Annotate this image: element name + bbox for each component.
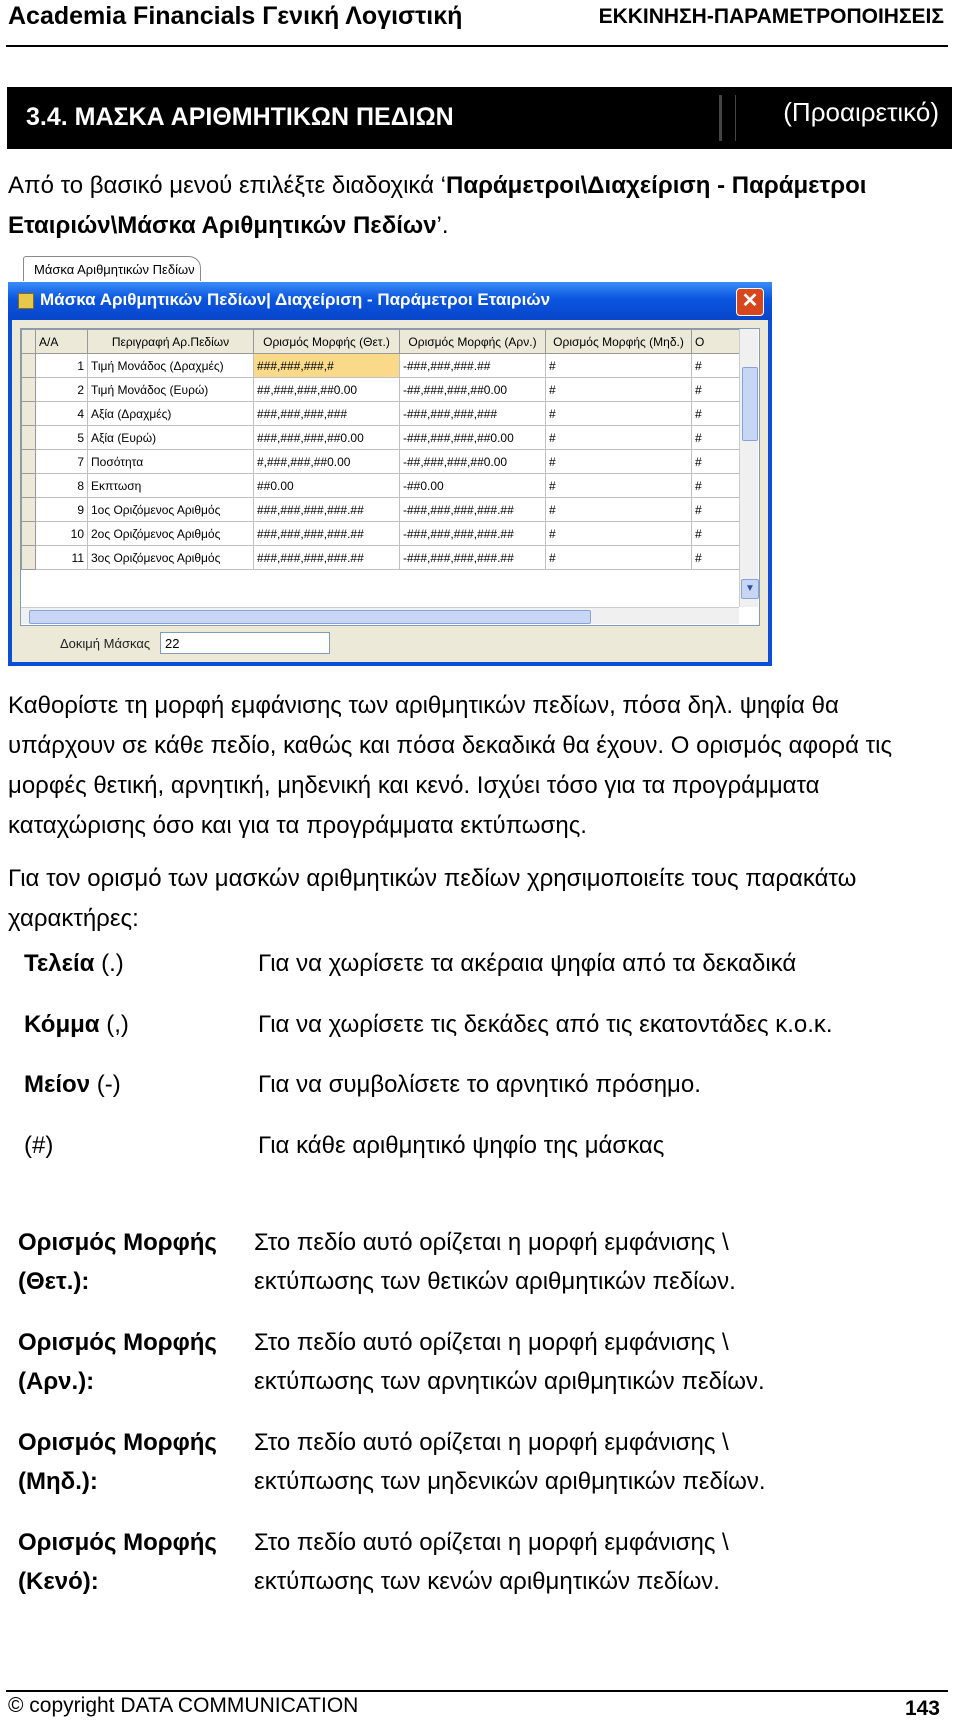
cell-zero-format[interactable]: #	[546, 546, 692, 570]
cell-desc[interactable]: 2ος Οριζόμενος Αριθμός	[88, 522, 254, 546]
header-rule	[6, 45, 948, 47]
cell-empty-format[interactable]: #	[692, 450, 752, 474]
cell-desc[interactable]: 1ος Οριζόμενος Αριθμός	[88, 498, 254, 522]
close-button[interactable]: ✕	[736, 288, 764, 316]
intro-text-after: ’.	[436, 212, 449, 239]
field-description-line: Στο πεδίο αυτό ορίζεται η μορφή εμφάνισης \	[254, 1429, 729, 1456]
cell-empty-format[interactable]: #	[692, 354, 752, 378]
intro-paragraph	[8, 166, 938, 246]
cell-aa[interactable]: 9	[36, 498, 88, 522]
cell-zero-format[interactable]: #	[546, 450, 692, 474]
field-description-line: εκτύπωσης των αρνητικών αριθμητικών πεδίων.	[254, 1368, 765, 1395]
cell-neg-format[interactable]: -###,###,###,###.##	[400, 498, 546, 522]
cell-aa[interactable]: 8	[36, 474, 88, 498]
section-divider-thin	[735, 95, 736, 141]
cell-aa[interactable]: 10	[36, 522, 88, 546]
table-row[interactable]	[22, 354, 752, 378]
field-term-line: Ορισμός Μορφής	[18, 1229, 217, 1256]
test-mask-label: Δοκιμή Μάσκας	[60, 636, 151, 651]
cell-empty-format[interactable]: #	[692, 474, 752, 498]
cell-zero-format[interactable]: #	[546, 498, 692, 522]
field-term	[18, 1223, 217, 1301]
vertical-scroll-thumb[interactable]	[742, 367, 758, 441]
cell-aa[interactable]: 2	[36, 378, 88, 402]
row-indicator	[22, 378, 36, 402]
cell-pos-format[interactable]: ###,###,###,###.##	[254, 522, 400, 546]
section-divider	[719, 95, 722, 141]
window-client-area	[12, 320, 768, 662]
field-description	[254, 1323, 765, 1401]
cell-aa[interactable]: 11	[36, 546, 88, 570]
cell-zero-format[interactable]: #	[546, 402, 692, 426]
cell-zero-format[interactable]: #	[546, 354, 692, 378]
row-indicator-header	[22, 330, 36, 354]
app-icon	[18, 293, 34, 309]
cell-pos-format[interactable]: ##,###,###,##0.00	[254, 378, 400, 402]
table-row[interactable]	[22, 522, 752, 546]
window-tabstrip	[8, 256, 772, 283]
cell-empty-format[interactable]: #	[692, 426, 752, 450]
scroll-down-arrow-icon[interactable]: ▼	[741, 579, 759, 599]
test-mask-input[interactable]: 22	[160, 632, 330, 654]
char-symbol: (-)	[96, 1071, 121, 1098]
cell-desc[interactable]: Ποσότητα	[88, 450, 254, 474]
cell-neg-format[interactable]: -###,###,###.##	[400, 354, 546, 378]
col-header-zero[interactable]: Ορισμός Μορφής (Μηδ.)	[546, 330, 692, 354]
col-header-neg[interactable]: Ορισμός Μορφής (Αρν.)	[400, 330, 546, 354]
cell-neg-format[interactable]: -##,###,###,##0.00	[400, 450, 546, 474]
field-description-line: εκτύπωσης των κενών αριθμητικών πεδίων.	[254, 1568, 720, 1595]
char-term	[24, 1071, 121, 1099]
horizontal-scrollbar[interactable]	[21, 607, 739, 624]
field-term-line: Ορισμός Μορφής	[18, 1529, 217, 1556]
tab-numeric-mask[interactable]: Μάσκα Αριθμητικών Πεδίων	[23, 256, 201, 281]
mask-grid	[20, 328, 760, 626]
cell-desc[interactable]: Εκπτωση	[88, 474, 254, 498]
cell-empty-format[interactable]: #	[692, 378, 752, 402]
cell-empty-format[interactable]: #	[692, 546, 752, 570]
cell-pos-format[interactable]: ###,###,###,##0.00	[254, 426, 400, 450]
row-indicator	[22, 402, 36, 426]
row-indicator	[22, 522, 36, 546]
char-name: Τελεία	[24, 950, 95, 977]
field-description-line: Στο πεδίο αυτό ορίζεται η μορφή εμφάνισης \	[254, 1229, 729, 1256]
cell-neg-format[interactable]: -##0.00	[400, 474, 546, 498]
table-row[interactable]	[22, 426, 752, 450]
table-header-row	[22, 330, 752, 354]
window-titlebar[interactable]	[8, 282, 772, 320]
footer-rule	[6, 1690, 948, 1692]
window-title: Μάσκα Αριθμητικών Πεδίων| Διαχείριση - Παράμετροι Εταιριών	[40, 290, 551, 309]
section-optional-label: (Προαιρετικό)	[783, 97, 939, 127]
cell-pos-format[interactable]: ###,###,###,###.##	[254, 498, 400, 522]
table-row[interactable]	[22, 402, 752, 426]
char-name: Κόμμα	[24, 1011, 100, 1038]
char-description: Για κάθε αριθμητικό ψηφίο της μάσκας	[258, 1132, 665, 1159]
cell-neg-format[interactable]: -###,###,###,###.##	[400, 522, 546, 546]
cell-empty-format[interactable]: #	[692, 522, 752, 546]
field-term-line: Ορισμός Μορφής	[18, 1429, 217, 1456]
cell-pos-format[interactable]: #,###,###,##0.00	[254, 450, 400, 474]
char-term	[24, 950, 124, 978]
char-symbol: (#)	[24, 1132, 54, 1159]
char-symbol: (.)	[101, 950, 124, 977]
field-description-line: εκτύπωσης των μηδενικών αριθμητικών πεδίων.	[254, 1468, 766, 1495]
cell-neg-format[interactable]: -###,###,###,###	[400, 402, 546, 426]
row-indicator	[22, 474, 36, 498]
cell-zero-format[interactable]: #	[546, 378, 692, 402]
intro-menu-path: Παράμετροι\Διαχείριση - Παράμετροι Εταιριών\Μάσκα Αριθμητικών Πεδίων	[8, 172, 867, 239]
section-title: 3.4. ΜΑΣΚΑ ΑΡΙΘΜΗΤΙΚΩΝ ΠΕΔΙΩΝ	[26, 103, 454, 131]
cell-desc[interactable]: Αξία (Ευρώ)	[88, 426, 254, 450]
cell-neg-format[interactable]: -###,###,###,###.##	[400, 546, 546, 570]
cell-zero-format[interactable]: #	[546, 522, 692, 546]
table-row[interactable]	[22, 378, 752, 402]
field-description-line: Στο πεδίο αυτό ορίζεται η μορφή εμφάνισης \	[254, 1529, 729, 1556]
field-term	[18, 1423, 217, 1501]
cell-desc[interactable]: 3ος Οριζόμενος Αριθμός	[88, 546, 254, 570]
field-term-line: Ορισμός Μορφής	[18, 1329, 217, 1356]
cell-empty-format[interactable]: #	[692, 402, 752, 426]
table-row[interactable]	[22, 474, 752, 498]
row-indicator	[22, 498, 36, 522]
cell-desc[interactable]: Αξία (Δραχμές)	[88, 402, 254, 426]
field-term	[18, 1523, 217, 1601]
col-header-aa[interactable]: Α/Α	[36, 330, 88, 354]
table-row[interactable]	[22, 498, 752, 522]
char-description: Για να χωρίσετε τις δεκάδες από τις εκατοντάδες κ.ο.κ.	[258, 1011, 833, 1038]
field-term	[18, 1323, 217, 1401]
horizontal-scroll-thumb[interactable]	[29, 610, 591, 624]
footer-copyright: © copyright DATA COMMUNICATION	[8, 1694, 359, 1717]
doc-header-chapter: ΕΚΚΙΝΗΣΗ-ΠΑΡΑΜΕΤΡΟΠΟΙΗΣΕΙΣ	[598, 5, 944, 28]
char-term	[24, 1132, 53, 1160]
cell-zero-format[interactable]: #	[546, 474, 692, 498]
mask-table	[21, 329, 752, 570]
cell-pos-format[interactable]: ###,###,###,###	[254, 402, 400, 426]
field-term-line: (Μηδ.):	[18, 1468, 98, 1495]
intro-text-before: Από το βασικό μενού επιλέξτε διαδοχικά ‘	[8, 172, 446, 199]
field-term-line: (Θετ.):	[18, 1268, 90, 1295]
paragraph-chars-intro: Για τον ορισμό των μασκών αριθμητικών πεδίων χρησιμοποιείτε τους παρακάτω χαρακτήρες:	[8, 865, 857, 932]
field-description-line: εκτύπωσης των θετικών αριθμητικών πεδίων.	[254, 1268, 736, 1295]
row-indicator	[22, 546, 36, 570]
table-row[interactable]	[22, 546, 752, 570]
paragraph-description: Καθορίστε τη μορφή εμφάνισης των αριθμητικών πεδίων, πόσα δηλ. ψηφία θα υπάρχουν σε κάθε πεδίο, καθώς και πόσα δεκαδικά θα έχουν. Ο ορισμός αφορά τις μορφές θετική, αρνητική, μηδενική και κενό. Ισχύει τόσο για τα προγράμματα καταχώρισης όσο και για τα προγράμματα εκτύπωσης.	[8, 692, 893, 839]
col-header-desc[interactable]: Περιγραφή Αρ.Πεδίων	[88, 330, 254, 354]
page-number: 143	[904, 1697, 940, 1720]
char-description: Για να χωρίσετε τα ακέραια ψηφία από τα δεκαδικά	[258, 950, 797, 977]
cell-aa[interactable]: 5	[36, 426, 88, 450]
section-heading-bar	[7, 87, 952, 149]
cell-pos-format[interactable]: ###,###,###,#	[254, 354, 400, 378]
cell-aa[interactable]: 4	[36, 402, 88, 426]
row-indicator	[22, 426, 36, 450]
cell-neg-format[interactable]: -###,###,###,##0.00	[400, 426, 546, 450]
field-description	[254, 1223, 736, 1301]
cell-neg-format[interactable]: -##,###,###,##0.00	[400, 378, 546, 402]
char-term	[24, 1011, 129, 1039]
cell-pos-format[interactable]: ###,###,###,###.##	[254, 546, 400, 570]
cell-desc[interactable]: Τιμή Μονάδος (Ευρώ)	[88, 378, 254, 402]
field-term-line: (Αρν.):	[18, 1368, 95, 1395]
cell-pos-format[interactable]: ##0.00	[254, 474, 400, 498]
field-description	[254, 1423, 766, 1501]
row-indicator	[22, 450, 36, 474]
char-name: Μείον	[24, 1071, 91, 1098]
cell-zero-format[interactable]: #	[546, 426, 692, 450]
cell-desc[interactable]: Τιμή Μονάδος (Δραχμές)	[88, 354, 254, 378]
doc-header-title: Academia Financials Γενική Λογιστική	[8, 2, 463, 30]
col-header-empty[interactable]: Ο	[692, 330, 752, 354]
row-indicator	[22, 354, 36, 378]
vertical-scrollbar[interactable]	[739, 329, 758, 607]
cell-aa[interactable]: 1	[36, 354, 88, 378]
col-header-pos[interactable]: Ορισμός Μορφής (Θετ.)	[254, 330, 400, 354]
table-row[interactable]	[22, 450, 752, 474]
mask-window	[8, 282, 772, 666]
char-symbol: (,)	[106, 1011, 129, 1038]
field-description	[254, 1523, 729, 1601]
cell-aa[interactable]: 7	[36, 450, 88, 474]
char-description: Για να συμβολίσετε το αρνητικό πρόσημο.	[258, 1071, 701, 1098]
field-description-line: Στο πεδίο αυτό ορίζεται η μορφή εμφάνισης \	[254, 1329, 729, 1356]
field-term-line: (Κενό):	[18, 1568, 99, 1595]
cell-empty-format[interactable]: #	[692, 498, 752, 522]
